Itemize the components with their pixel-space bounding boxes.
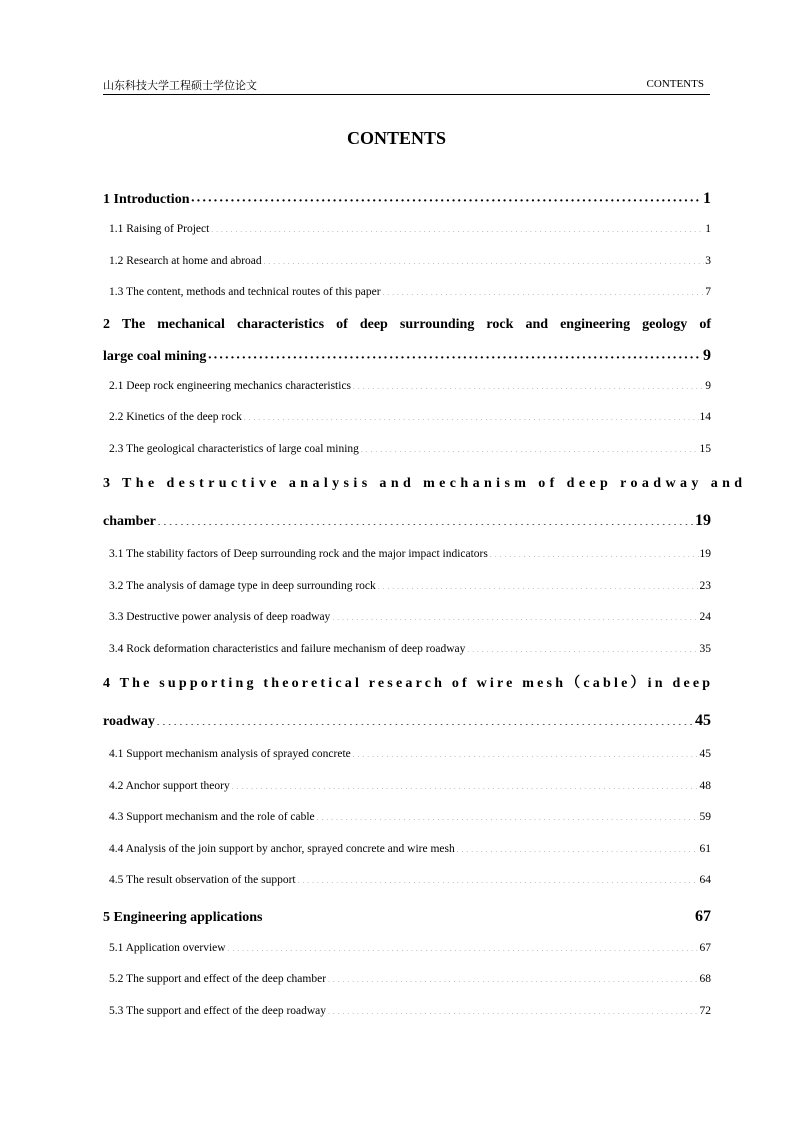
toc-page-number: 23	[699, 579, 711, 592]
toc-entry-label: 4.1 Support mechanism analysis of sprayed concrete	[109, 748, 351, 760]
dot-leader	[360, 438, 699, 452]
dot-leader	[316, 806, 699, 820]
toc-chapter-2[interactable]	[103, 309, 711, 371]
toc-entry-label: 4.5 The result observation of the support	[109, 874, 296, 886]
toc-entry-continuation	[103, 502, 711, 539]
toc-page-number: 19	[699, 548, 711, 560]
dot-leader	[377, 575, 699, 589]
dot-leader	[190, 186, 702, 203]
toc-entry-label: 5.1 Application overview	[109, 941, 226, 954]
toc-page-number: 9	[705, 379, 711, 392]
toc-page-number: 7	[705, 286, 711, 298]
toc-entry-label: 5 Engineering applications	[103, 909, 263, 925]
toc-section-1-1[interactable]	[103, 214, 711, 246]
toc-page-number: 68	[699, 973, 711, 985]
toc-section-2-2[interactable]	[103, 402, 711, 434]
toc-entry-label: 3.4 Rock deformation characteristics and failure mechanism of deep roadway	[109, 642, 466, 655]
toc-entry-label: 1.1 Raising of Project	[109, 223, 210, 235]
dot-leader	[157, 508, 694, 525]
toc-section-1-3[interactable]	[103, 277, 711, 309]
toc-chapter-4[interactable]	[103, 665, 714, 739]
toc-page-number: 1	[703, 190, 711, 207]
page-title: CONTENTS	[346, 128, 447, 148]
toc-page-number: 45	[699, 748, 711, 760]
toc-page-number: 67	[699, 941, 711, 954]
toc-page-number: 67	[695, 907, 711, 925]
toc-page-number: 72	[699, 1004, 711, 1017]
toc-entry-label: 1.3 The content, methods and technical routes of this paper	[109, 286, 381, 298]
dot-leader	[210, 218, 704, 232]
toc-entry-label: 3.2 The analysis of damage type in deep surrounding rock	[109, 579, 376, 592]
dot-leader	[243, 406, 699, 420]
toc-entry-label: 2.1 Deep rock engineering mechanics characteristics	[109, 379, 352, 392]
dot-leader	[352, 743, 699, 757]
toc-entry-label: 5.3 The support and effect of the deep roadway	[109, 1004, 327, 1017]
toc-chapter-5[interactable]	[103, 897, 711, 933]
toc-entry-label: 4 The supporting theoretical research of wire mesh（cable）in deep	[103, 676, 714, 691]
dot-leader	[263, 250, 705, 264]
toc-entry-continuation	[103, 702, 711, 739]
table-of-contents	[103, 183, 747, 1027]
dot-leader	[207, 343, 702, 360]
toc-page-number: 9	[703, 346, 711, 364]
toc-entry-label: 1 Introduction	[103, 192, 190, 207]
toc-section-3-4[interactable]	[103, 634, 711, 666]
toc-page-number: 15	[699, 442, 711, 455]
toc-chapter-3[interactable]	[103, 465, 747, 539]
toc-entry-label: 2.2 Kinetics of the deep rock	[109, 411, 242, 423]
toc-entry-label: 2 The mechanical characteristics of deep surrounding rock and engineering geology of	[103, 316, 711, 332]
dot-leader	[263, 904, 694, 921]
toc-entry-label: 4.3 Support mechanism and the role of cable	[109, 811, 315, 823]
toc-page-number: 64	[699, 874, 711, 886]
toc-page-number: 1	[705, 223, 711, 235]
header-section-title: CONTENTS	[646, 78, 704, 90]
toc-section-3-1[interactable]	[103, 539, 711, 571]
page-header	[103, 76, 710, 95]
dot-leader	[156, 708, 694, 725]
dot-leader	[327, 968, 698, 982]
dot-leader	[327, 1000, 698, 1014]
toc-entry-label: 2.3 The geological characteristics of large coal mining	[109, 442, 359, 455]
dot-leader	[227, 937, 699, 951]
toc-page-number: 35	[699, 642, 711, 655]
toc-chapter-1[interactable]	[103, 183, 711, 214]
toc-page-number: 3	[705, 254, 711, 267]
toc-page-number: 48	[699, 779, 711, 792]
toc-section-3-3[interactable]	[103, 602, 711, 634]
dot-leader	[456, 838, 699, 852]
toc-entry-label: 3.3 Destructive power analysis of deep roadway	[109, 611, 331, 623]
toc-entry-label: 3.1 The stability factors of Deep surrounding rock and the major impact indicators	[109, 548, 488, 560]
dot-leader	[466, 638, 698, 652]
toc-page-number: 59	[699, 811, 711, 823]
toc-section-3-2[interactable]	[103, 571, 711, 603]
toc-page-number: 45	[695, 712, 711, 729]
dot-leader	[489, 543, 699, 557]
toc-section-2-3[interactable]	[103, 434, 711, 466]
toc-entry-label: 5.2 The support and effect of the deep chamber	[109, 973, 327, 985]
toc-section-5-1[interactable]	[103, 933, 711, 965]
toc-section-1-2[interactable]	[103, 246, 711, 278]
toc-section-5-3[interactable]	[103, 996, 711, 1028]
dot-leader	[382, 281, 705, 295]
toc-section-4-5[interactable]	[103, 865, 711, 897]
toc-entry-label: 1.2 Research at home and abroad	[109, 254, 262, 267]
dot-leader	[297, 869, 699, 883]
toc-entry-label-continued: chamber	[103, 514, 156, 529]
toc-entry-label: 4.2 Anchor support theory	[109, 779, 230, 792]
toc-section-5-2[interactable]	[103, 964, 711, 996]
header-university-title: 山东科技大学工程硕士学位论文	[103, 80, 257, 92]
toc-entry-label-continued: roadway	[103, 714, 155, 729]
toc-section-4-1[interactable]	[103, 739, 711, 771]
toc-entry-label: 4.4 Analysis of the join support by anchor, sprayed concrete and wire mesh	[109, 842, 455, 855]
toc-entry-label: 3 The destructive analysis and mechanism of deep roadway and	[103, 476, 747, 491]
dot-leader	[331, 606, 698, 620]
dot-leader	[352, 375, 704, 389]
toc-section-4-4[interactable]	[103, 834, 711, 866]
dot-leader	[231, 775, 699, 789]
toc-page-number: 24	[699, 611, 711, 623]
toc-section-2-1[interactable]	[103, 371, 711, 403]
toc-entry-label-continued: large coal mining	[103, 348, 207, 364]
toc-page-number: 61	[699, 842, 711, 855]
toc-entry-continuation	[103, 340, 711, 371]
toc-section-4-2[interactable]	[103, 771, 711, 803]
toc-section-4-3[interactable]	[103, 802, 711, 834]
toc-page-number: 14	[699, 411, 711, 423]
toc-page-number: 19	[695, 512, 711, 529]
